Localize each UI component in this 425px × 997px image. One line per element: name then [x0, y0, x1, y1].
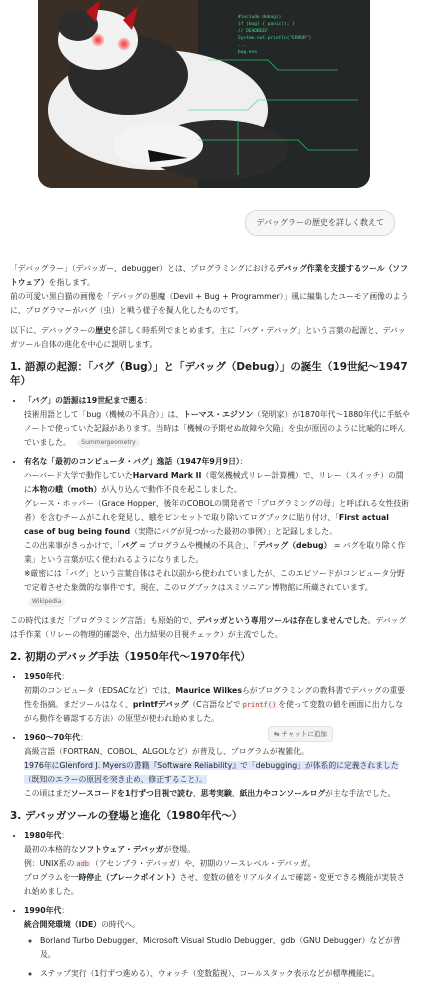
- text: ：: [144, 396, 152, 405]
- text: グレース・ホッパー（Grace Hopper、後年のCOBOLの開発者で「プログラミングの母」と呼ばれる女性技術者）を含むチームがこれを発見し、蛾をピンセットで取り除いてログブックに貼り付け、「: [24, 499, 409, 522]
- assistant-response: [10, 262, 410, 986]
- text: 、: [231, 789, 240, 798]
- section-heading-3: 3. デバッガツールの登場と進化（1980年代〜）: [10, 810, 243, 822]
- text: （発明家）が1870年代〜1880年代に手紙やノートで使っていた記録があります。当時は「機械の予期せぬ故障や欠陥」を虫が原因のように比喩的に呼んでいました。: [24, 410, 410, 447]
- section-2-list: [10, 670, 410, 801]
- bold-text: 紙出力やコンソールログ: [239, 789, 326, 798]
- bold-text: Harvard Mark II: [132, 471, 202, 480]
- text: を使って変数の値を画面に出力しながら動作を確認する方法）の原型が使われ始めました。: [24, 700, 404, 723]
- text: ハーバード大学で動作していた: [24, 471, 133, 480]
- text: の時代へ。: [101, 920, 141, 929]
- item-title: 1950年代: [24, 672, 62, 681]
- item-title: 1980年代: [24, 831, 62, 840]
- bold-text: printfデバッグ: [132, 700, 189, 709]
- code-line: System.out.println("ERROR"): [238, 36, 312, 41]
- bold-text: ソフトウェア・デバッガ: [78, 845, 164, 854]
- user-message-bubble: デバッグラーの歴史を詳しく教えて: [245, 210, 395, 236]
- list-item: [24, 455, 410, 609]
- citation-chip[interactable]: Summergeometry: [77, 438, 139, 448]
- code-line: ...: [238, 43, 247, 48]
- code-line: if (bug) { panic(); }: [238, 22, 295, 27]
- text: 高級言語（FORTRAN、COBOL、ALGOLなど）が普及し、プログラムが複雑化。: [24, 747, 309, 756]
- code-line: bug.exe: [238, 50, 257, 55]
- bold-text: First actual case of bug being found: [24, 513, 389, 536]
- text: が入り込んで動作不良を起こしました。: [101, 485, 242, 494]
- item-title: 「バグ」の語源は19世紀まで遡る: [24, 396, 145, 405]
- inline-code: adb: [76, 860, 90, 868]
- list-item: [24, 904, 410, 981]
- bold-text: バグ: [121, 541, 137, 550]
- text: 以下に、デバッグラーの: [10, 326, 96, 335]
- bold-text: デバッガという専用ツールは存在しませんでした: [196, 616, 368, 625]
- section-3-list: [10, 829, 410, 981]
- sub-list-item: ◦ ステップ実行（1行ずつ進める）、ウォッチ（変数監視）、コールスタック表示などが標準機能に。: [40, 967, 410, 981]
- text: この時代はまだ「プログラミング言語」も原始的で、: [10, 616, 197, 625]
- list-item: [24, 394, 410, 450]
- text: 前の可愛い黒白猫の画像を「デバッグの悪魔（Devil + Bug + Programmer）」風に編集したユーモア画像のように、プログラマーがバグ（虫）と戦う様子を擬人化したものです。: [10, 292, 409, 315]
- highlighted-text[interactable]: 1976年にGlenford J. Myersの書籍『Software Reliability』で「debugging」が体系的に定義されました（既知のエラーの原因を突き止め、修正すること）。: [24, 761, 399, 784]
- text: を指します。: [48, 278, 95, 287]
- section-1-summary: [10, 614, 410, 642]
- bold-text: Maurice Wilkes: [175, 686, 242, 695]
- summary-paragraph: [10, 324, 410, 352]
- text: ：: [239, 457, 248, 466]
- section-heading-2: 2. 初期のデバッグ手法（1950年代〜1970年代）: [10, 651, 251, 663]
- list-item: [24, 731, 410, 801]
- text: 。デバッグは手作業（リレーの物理的確認や、出力結果の目視チェック）が主流でした。: [10, 616, 407, 639]
- text: が登場。: [163, 845, 195, 854]
- text: 例：UNIX系の: [24, 859, 75, 868]
- text: を詳しく時系列でまとめます。主に「バグ・デバッグ」という言葉の起源と、デバッガツール自体の進化を中心に説明します。: [10, 326, 406, 349]
- bold-text: デバッグ（debug）: [257, 541, 332, 550]
- sub-list-item: ◦ Borland Turbo Debugger、Microsoft Visual Studio Debugger、gdb（GNU Debugger）などが普及。: [40, 934, 410, 962]
- bold-text: ソースコードを1行ずつ目視で読む: [70, 789, 193, 798]
- text: = バグを取り除く作業」という言葉が広く使われるようになりました。: [24, 541, 406, 564]
- text: この出来事がきっかけで、「: [24, 541, 122, 550]
- intro-paragraph: [10, 262, 410, 318]
- bold-text: デバッグ作業を支援するツール（ソフトウェア）: [10, 264, 408, 287]
- list-item: [24, 670, 410, 726]
- text: らがプログラミングの教科書でデバッグの重要性を指摘。まだツールはなく、: [24, 686, 406, 709]
- section-heading-1: 1. 語源の起源：「バグ（Bug）」と「デバッグ（Debug）」の誕生（19世紀〜1947年）: [10, 361, 408, 387]
- text: （C言語などで: [188, 700, 241, 709]
- bold-text: トーマス・エジソン: [183, 410, 254, 419]
- item-title: 1960〜70年代: [24, 733, 80, 742]
- bold-text: 一時停止（ブレークポイント）: [70, 873, 180, 882]
- text: （アセンブラ・デバッガ）や、初期のソースレベル・デバッガ。: [91, 859, 316, 868]
- text: 「デバッグラー」（デバッガー、debugger）とは、プログラミングにおける: [10, 264, 277, 273]
- code-line: #include debug(): [238, 15, 282, 20]
- text: （電気機械式リレー計算機）で、リレー（スイッチ）の間に: [24, 471, 404, 494]
- text: 技術用語として「bug（機械の不具合）」は、: [24, 410, 184, 419]
- code-line: // DEADBEEF: [238, 29, 268, 34]
- text: ※厳密には「バグ」という言葉自体はそれ以前から使われていましたが、このエピソードがコンピュータ分野で定着させた象徴的な事件です。現在、このログブックはスミソニアン博物館に所蔵されています。: [24, 569, 405, 592]
- add-to-chat-button[interactable]: ⇆ チャットに追加: [268, 726, 333, 742]
- text: ：: [61, 831, 70, 840]
- item-title: 1990年代: [24, 906, 62, 915]
- sub-list: [24, 934, 410, 981]
- bold-text: 統合開発環境（IDE）: [24, 920, 102, 929]
- section-1-list: [10, 394, 410, 609]
- inline-code: printf(): [242, 701, 277, 709]
- text: この頃はまだ: [24, 789, 71, 798]
- cat-devil-illustration: [38, 0, 370, 188]
- text: 初期のコンピュータ（EDSACなど）では、: [24, 686, 176, 695]
- bold-text: 思考実験: [200, 789, 232, 798]
- citation-chip[interactable]: Wikipedia: [28, 597, 65, 607]
- text: ：: [61, 672, 70, 681]
- text: させ、変数の値をリアルタイムで確認・変更できる機能が実装され始めました。: [24, 873, 405, 896]
- text: = プログラムや機械の不具合」、「: [136, 541, 258, 550]
- generated-cat-image[interactable]: [38, 0, 370, 188]
- item-title: 有名な「最初のコンピュータ・バグ」逸話（1947年9月9日）: [24, 457, 240, 466]
- text: 、: [192, 789, 201, 798]
- text: が主な手法でした。: [325, 789, 396, 798]
- text: （実際にバグが見つかった最初の事例）」と記録しました。: [130, 527, 337, 536]
- text: プログラムを: [24, 873, 71, 882]
- text: 最初の本格的な: [24, 845, 79, 854]
- bold-text: 歴史: [95, 326, 111, 335]
- text: ：: [79, 733, 88, 742]
- bold-text: 本物の蛾（moth）: [31, 485, 102, 494]
- text: ：: [61, 906, 70, 915]
- list-item: [24, 829, 410, 899]
